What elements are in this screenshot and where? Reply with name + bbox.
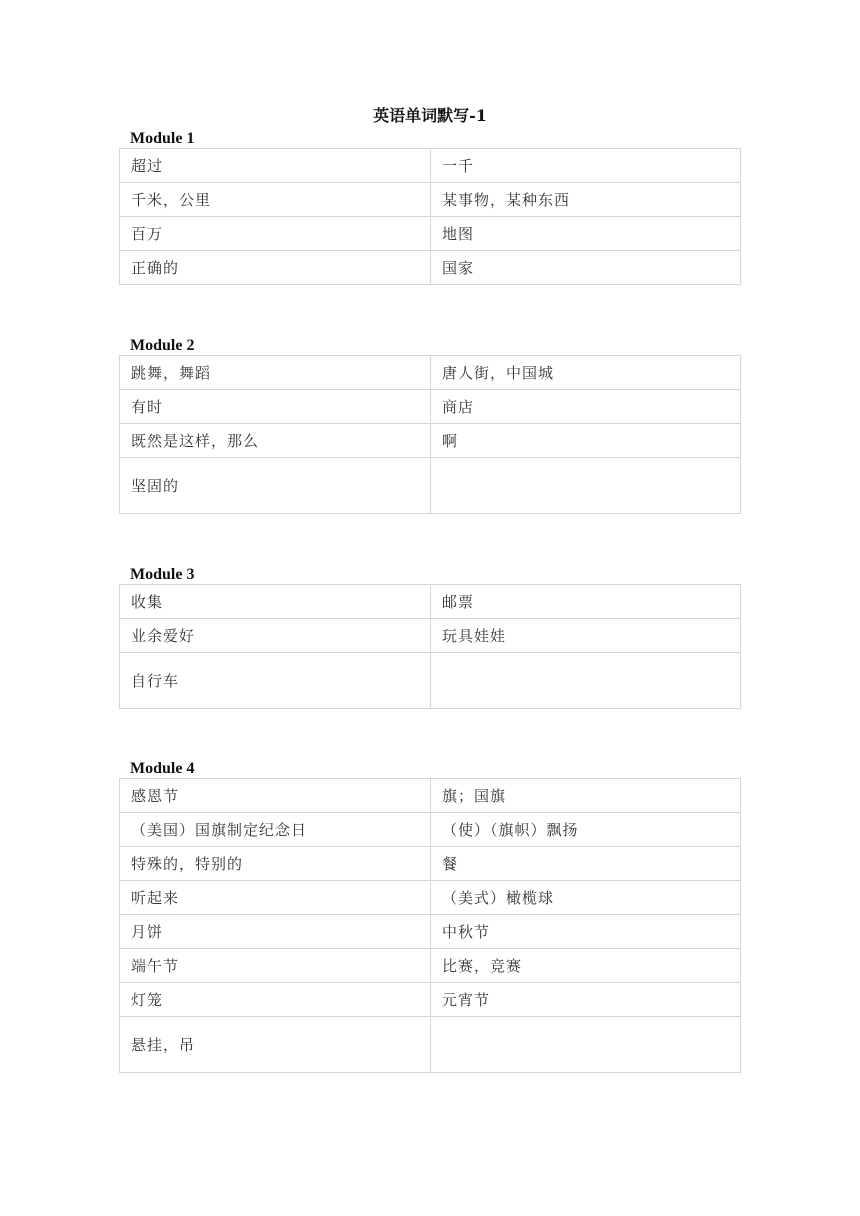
word-cell: 一千 <box>431 149 741 183</box>
word-cell: 某事物，某种东西 <box>431 183 741 217</box>
table-row <box>120 881 741 915</box>
table-row <box>120 983 741 1017</box>
table-row <box>120 458 741 514</box>
word-cell: 元宵节 <box>431 983 741 1017</box>
table-row <box>120 1017 741 1073</box>
table-row <box>120 217 741 251</box>
table-row <box>120 949 741 983</box>
table-row <box>120 619 741 653</box>
word-cell: 悬挂，吊 <box>120 1017 431 1073</box>
word-cell: 地图 <box>431 217 741 251</box>
word-cell: 邮票 <box>431 585 741 619</box>
table-row <box>120 847 741 881</box>
word-cell: 超过 <box>120 149 431 183</box>
table-row <box>120 356 741 390</box>
vocab-table <box>119 355 741 514</box>
word-cell: 业余爱好 <box>120 619 431 653</box>
word-cell: 既然是这样，那么 <box>120 424 431 458</box>
word-cell: 月饼 <box>120 915 431 949</box>
word-cell <box>431 653 741 709</box>
table-row <box>120 424 741 458</box>
word-cell: 收集 <box>120 585 431 619</box>
module-heading: Module 3 <box>130 566 195 583</box>
word-cell: 国家 <box>431 251 741 285</box>
module-1 <box>119 130 741 285</box>
word-cell <box>431 458 741 514</box>
table-row <box>120 149 741 183</box>
table-row <box>120 585 741 619</box>
word-cell: 感恩节 <box>120 779 431 813</box>
module-heading: Module 4 <box>130 760 195 777</box>
word-cell: （使）（旗帜）飘扬 <box>431 813 741 847</box>
word-cell: 跳舞，舞蹈 <box>120 356 431 390</box>
vocab-table <box>119 148 741 285</box>
vocab-table <box>119 778 741 1073</box>
page-title: 英语单词默写-1 <box>373 106 487 125</box>
word-cell: 中秋节 <box>431 915 741 949</box>
module-heading: Module 1 <box>130 130 195 147</box>
module-2 <box>119 337 741 514</box>
table-row <box>120 915 741 949</box>
word-cell: 听起来 <box>120 881 431 915</box>
word-cell: 自行车 <box>120 653 431 709</box>
table-row <box>120 183 741 217</box>
word-cell: 啊 <box>431 424 741 458</box>
table-row <box>120 653 741 709</box>
word-cell: （美国）国旗制定纪念日 <box>120 813 431 847</box>
word-cell: 坚固的 <box>120 458 431 514</box>
word-cell: 有时 <box>120 390 431 424</box>
word-cell: 餐 <box>431 847 741 881</box>
vocab-table <box>119 584 741 709</box>
word-cell: 商店 <box>431 390 741 424</box>
word-cell: 灯笼 <box>120 983 431 1017</box>
table-row <box>120 390 741 424</box>
module-4 <box>119 760 741 1073</box>
module-heading: Module 2 <box>130 337 195 354</box>
table-row <box>120 779 741 813</box>
word-cell: （美式）橄榄球 <box>431 881 741 915</box>
word-cell: 唐人街，中国城 <box>431 356 741 390</box>
word-cell: 旗；国旗 <box>431 779 741 813</box>
module-3 <box>119 566 741 709</box>
word-cell: 特殊的，特别的 <box>120 847 431 881</box>
word-cell <box>431 1017 741 1073</box>
word-cell: 百万 <box>120 217 431 251</box>
table-row <box>120 251 741 285</box>
word-cell: 端午节 <box>120 949 431 983</box>
word-cell: 玩具娃娃 <box>431 619 741 653</box>
table-row <box>120 813 741 847</box>
word-cell: 千米，公里 <box>120 183 431 217</box>
word-cell: 正确的 <box>120 251 431 285</box>
word-cell: 比赛，竞赛 <box>431 949 741 983</box>
